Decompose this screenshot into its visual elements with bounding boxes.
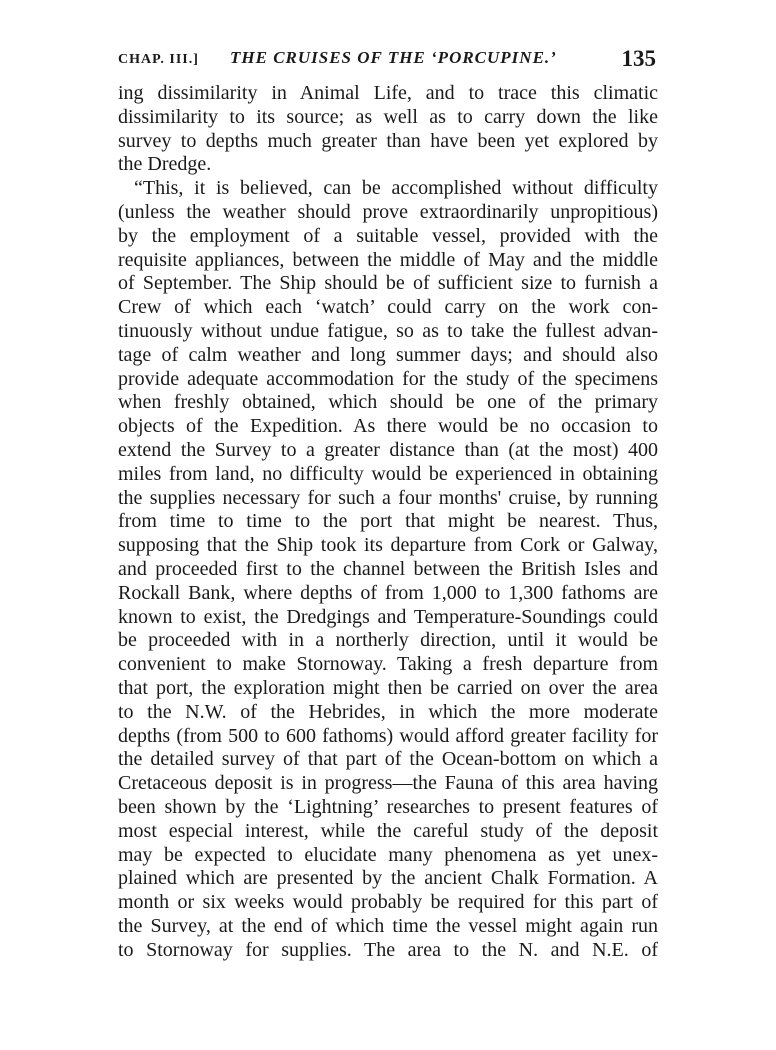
text-line: provide adequate accommodation for the study of the specimens (118, 367, 658, 390)
running-title: THE CRUISES OF THE ‘PORCUPINE.’ (230, 48, 557, 67)
running-head (118, 46, 656, 76)
text-line: that port, the exploration might then be carried on over the area (118, 676, 658, 699)
text-line: Cretaceous deposit is in progress—the Fauna of this area having (118, 772, 658, 795)
text-line: may be expected to elucidate many phenomena as yet unex- (118, 843, 658, 866)
text-line: known to exist, the Dredgings and Temperature-Soundings could (118, 605, 658, 628)
text-line: (unless the weather should prove extraordinarily unpropitious) (118, 200, 658, 223)
chapter-reference: CHAP. III.] (118, 52, 199, 67)
text-line: the Survey, at the end of which time the vessel might again run (118, 914, 658, 937)
text-line: Crew of which each ‘watch’ could carry on the work con- (118, 296, 658, 319)
text-line: by the employment of a suitable vessel, provided with the (118, 224, 658, 247)
text-line: been shown by the ‘Lightning’ researches to present features of (118, 795, 658, 818)
text-line: the Dredge. (118, 153, 212, 176)
text-line: month or six weeks would probably be required for this part of (118, 891, 658, 914)
body-text (118, 82, 658, 962)
text-line: ing dissimilarity in Animal Life, and to trace this climatic (118, 82, 658, 104)
text-line: dissimilarity to its source; as well as to carry down the like (118, 105, 658, 128)
text-line: when freshly obtained, which should be one of the primary (118, 391, 658, 414)
text-line: Rockall Bank, where depths of from 1,000 to 1,300 fathoms are (118, 581, 658, 604)
text-line: convenient to make Stornoway. Taking a fresh departure from (118, 653, 658, 676)
text-line: miles from land, no difficulty would be experienced in obtaining (118, 462, 658, 485)
text-line: “This, it is believed, can be accomplished without difficulty (134, 177, 658, 200)
text-line: supposing that the Ship took its departure from Cork or Galway, (118, 534, 658, 557)
text-line: extend the Survey to a greater distance than (at the most) 400 (118, 438, 658, 461)
text-line: to the N.W. of the Hebrides, in which the more moderate (118, 700, 658, 723)
text-line: tage of calm weather and long summer days; and should also (118, 343, 658, 366)
text-line: of September. The Ship should be of sufficient size to furnish a (118, 272, 658, 295)
text-line: and proceeded first to the channel between the British Isles and (118, 557, 658, 580)
text-line: most especial interest, while the careful study of the deposit (118, 819, 658, 842)
text-line: the detailed survey of that part of the Ocean-bottom on which a (118, 748, 658, 771)
text-line: the supplies necessary for such a four months' cruise, by running (118, 486, 658, 509)
page-number: 135 (621, 46, 656, 71)
text-line: from time to time to the port that might be nearest. Thus, (118, 510, 658, 533)
text-line: be proceeded with in a northerly direction, until it would be (118, 629, 658, 652)
text-line: depths (from 500 to 600 fathoms) would afford greater facility for (118, 724, 658, 747)
text-line: survey to depths much greater than have been yet explored by (118, 129, 658, 152)
text-line: objects of the Expedition. As there would be no occasion to (118, 415, 658, 438)
text-line: plained which are presented by the ancient Chalk Formation. A (118, 867, 658, 890)
text-line: requisite appliances, between the middle of May and the middle (118, 248, 658, 271)
text-line: tinuously without undue fatigue, so as to take the fullest advan- (118, 319, 658, 342)
text-line: to Stornoway for supplies. The area to the N. and N.E. of (118, 938, 658, 961)
